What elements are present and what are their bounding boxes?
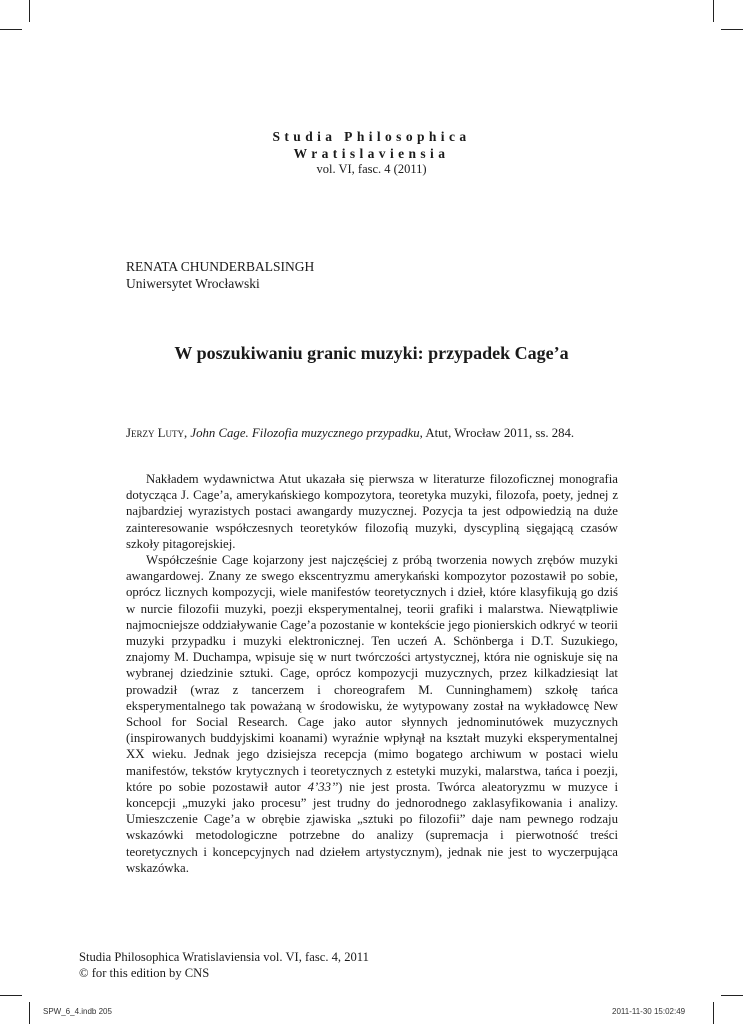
paragraph-2	[126, 552, 618, 876]
crop-mark	[713, 1002, 714, 1024]
reviewed-comma: ,	[184, 426, 191, 440]
crop-mark	[721, 29, 743, 30]
reviewed-publication: , Atut, Wrocław 2011, ss. 284.	[419, 426, 575, 440]
author-name: RENATA CHUNDERBALSINGH	[126, 259, 315, 274]
work-title-433: 4’33’’	[307, 779, 339, 794]
paragraph-2-text: Współcześnie Cage kojarzony jest najczęściej z próbą tworzenia nowych zrębów muzyki awangardowej. Znany ze swego ekscentryzmu amerykański kompozytor pozostawił po sobie, oprócz licznych kompozycji, wiele manifestów teoretycznych i dzieł, które klasyfikują go dziś w nurcie filozofii muzyki, poezji eksperymentalnej, teorii grafiki i malarstwa. Niewątpliwie najmocniejsze oddziaływanie Cage’a pozostanie w kontekście jego pionierskich odkryć w teorii muzyki przypadku i muzyki elektronicznej. Ten uczeń A. Schönberga i D.T. Suzukiego, znajomy M. Duchampa, wpisuje się w nurt twórczości artystycznej, która nie ogniskuje się na wybranej dziedzinie sztuki. Cage, oprócz kompozycji muzycznych, przez kilkadziesiąt lat prowadził (wraz z tancerzem i choreografem M. Cunninghamem) szkołę tańca eksperymentalnego tak poważaną w środowisku, że wytypowany został na wykładowcę New School for Social Research. Cage jako autor słynnych jednominutówek muzycznych (inspirowanych buddyjskimi koanami) wyraźnie wpłynął na kształt muzyki eksperymentalnej XX wieku. Jednak jego dzisiejsza recepcja (mimo bogatego archiwum w postaci wielu manifestów, tekstów krytycznych i teoretycznych z estetyki muzyki, malarstwa, tańca i poezji, które po sobie pozostawił autor	[126, 553, 618, 794]
print-slug-timestamp: 2011-11-30 15:02:49	[612, 1007, 686, 1016]
footer-journal-info: Studia Philosophica Wratislaviensia vol. VI, fasc. 4, 2011	[79, 950, 369, 964]
journal-name-line1: Studia Philosophica	[272, 129, 471, 144]
article-body	[126, 471, 618, 876]
reviewed-work	[126, 426, 574, 441]
journal-volume: vol. VI, fasc. 4 (2011)	[316, 162, 427, 176]
footer-copyright: © for this edition by CNS	[79, 966, 210, 980]
paragraph-1: Nakładem wydawnictwa Atut ukazała się pierwsza w literaturze filozoficznej monografia dotycząca J. Cage’a, amerykańskiego kompozytora, teoretyka muzyki, filozofa, poety, jednej z najbardziej wyrazistych postaci awangardy muzycznej. Pozycja ta jest odpowiedzią na duże zainteresowanie współczesnych teoretyków filozofią muzyki, dyscypliną sięgającą czasów szkoły pitagorejskiej.	[126, 472, 618, 551]
crop-mark	[29, 0, 30, 22]
print-slug-file: SPW_6_4.indb 205	[43, 1007, 112, 1016]
author-affiliation: Uniwersytet Wrocławski	[126, 276, 260, 291]
paragraph-2-text-cont: ) nie jest prosta. Twórca aleatoryzmu w muzyce i koncepcji „muzyki jako procesu” jest trudny do jednorodnego zaklasyfikowania i analizy. Umieszczenie Cage’a w obrębie zjawiska „sztuki po filozofii” daje nam pewnego rodzaju wskazówki metodologiczne potrzebne do analizy (supremacja i pierwotność treści teoretycznych i koncepcyjnych nad dziełem artystycznym), jednak nie jest to wyczerpująca wskazówka.	[126, 779, 618, 875]
journal-header	[0, 128, 743, 177]
crop-mark	[0, 995, 22, 996]
article-title: W poszukiwaniu granic muzyki: przypadek Cage’a	[174, 343, 569, 364]
crop-mark	[0, 29, 22, 30]
author-block	[126, 258, 314, 292]
reviewed-author: Jerzy Luty	[126, 426, 184, 440]
page-footer	[79, 949, 369, 981]
reviewed-book-title: John Cage. Filozofia muzycznego przypadku	[190, 426, 420, 440]
crop-mark	[29, 1002, 30, 1024]
crop-mark	[713, 0, 714, 22]
crop-mark	[721, 995, 743, 996]
journal-name-line2: Wratislaviensia	[293, 146, 450, 161]
